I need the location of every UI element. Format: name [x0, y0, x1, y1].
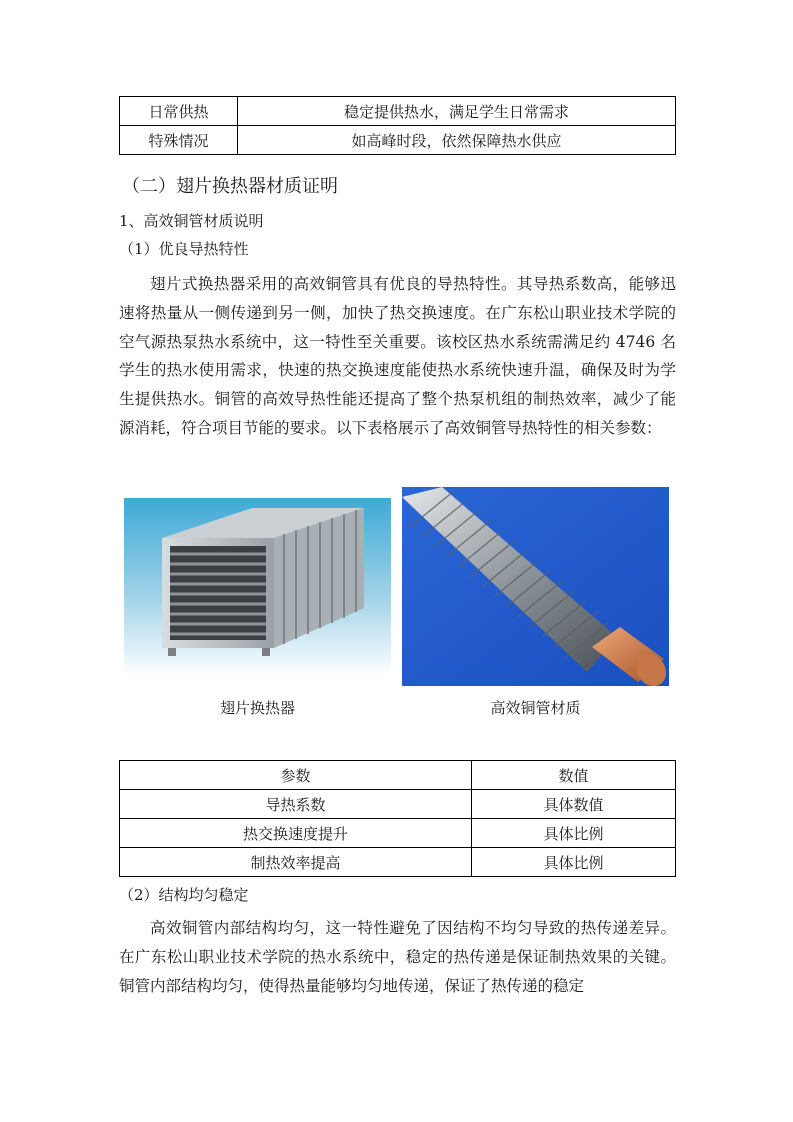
left-image-caption: 翅片换热器 [219, 699, 295, 717]
table-cell: 制热效率提高 [120, 848, 472, 877]
section-title: （二）翅片换热器材质证明 [122, 176, 338, 197]
copper-tube-parameter-table [119, 760, 676, 877]
point-2-title: （2）结构均匀稳定 [119, 886, 249, 904]
point-1-title: （1）优良导热特性 [119, 240, 249, 258]
table-cell: 日常供热 [120, 97, 238, 126]
table-cell: 热交换速度提升 [120, 819, 472, 848]
table-row [120, 819, 676, 848]
table-cell: 如高峰时段，依然保障热水供应 [238, 126, 676, 155]
table-cell: 具体数值 [472, 790, 676, 819]
table-cell: 特殊情况 [120, 126, 238, 155]
subsection-title: 1、高效铜管材质说明 [119, 212, 264, 230]
table-cell: 具体比例 [472, 848, 676, 877]
heat-supply-table [119, 96, 676, 155]
right-image-caption: 高效铜管材质 [490, 699, 581, 717]
point-1-paragraph: 翅片式换热器采用的高效铜管具有优良的导热特性。其导热系数高，能够迅速将热量从一侧传递到另一侧，加快了热交换速度。在广东松山职业技术学院的空气源热泵热水系统中，这一特性至关重要。该校区热水系统需满足约 4746 名学生的热水使用需求，快速的热交换速度能使热水系统快速升温，确保及时为学生提供热水。铜管的高效导热性能还提高了整个热泵机组的制热效率，减少了能源消耗，符合项目节能的要求。以下表格展示了高效铜管导热特性的相关参数： [119, 275, 676, 437]
table-header-cell: 数值 [472, 761, 676, 790]
table-header-cell: 参数 [120, 761, 472, 790]
table-row [120, 126, 676, 155]
point-2-paragraph: 高效铜管内部结构均匀，这一特性避免了因结构不均匀导致的热传递差异。在广东松山职业技术学院的热水系统中，稳定的热传递是保证制热效果的关键。铜管内部结构均匀，使得热量能够均匀地传递，保证了热传递的稳定 [119, 919, 676, 995]
table-row [120, 848, 676, 877]
copper-tube-photo [402, 487, 669, 686]
table-cell: 具体比例 [472, 819, 676, 848]
table-row [120, 97, 676, 126]
table-row [120, 790, 676, 819]
table-cell: 稳定提供热水，满足学生日常需求 [238, 97, 676, 126]
finned-heat-exchanger-photo [124, 498, 391, 676]
table-header-row [120, 761, 676, 790]
table-cell: 导热系数 [120, 790, 472, 819]
